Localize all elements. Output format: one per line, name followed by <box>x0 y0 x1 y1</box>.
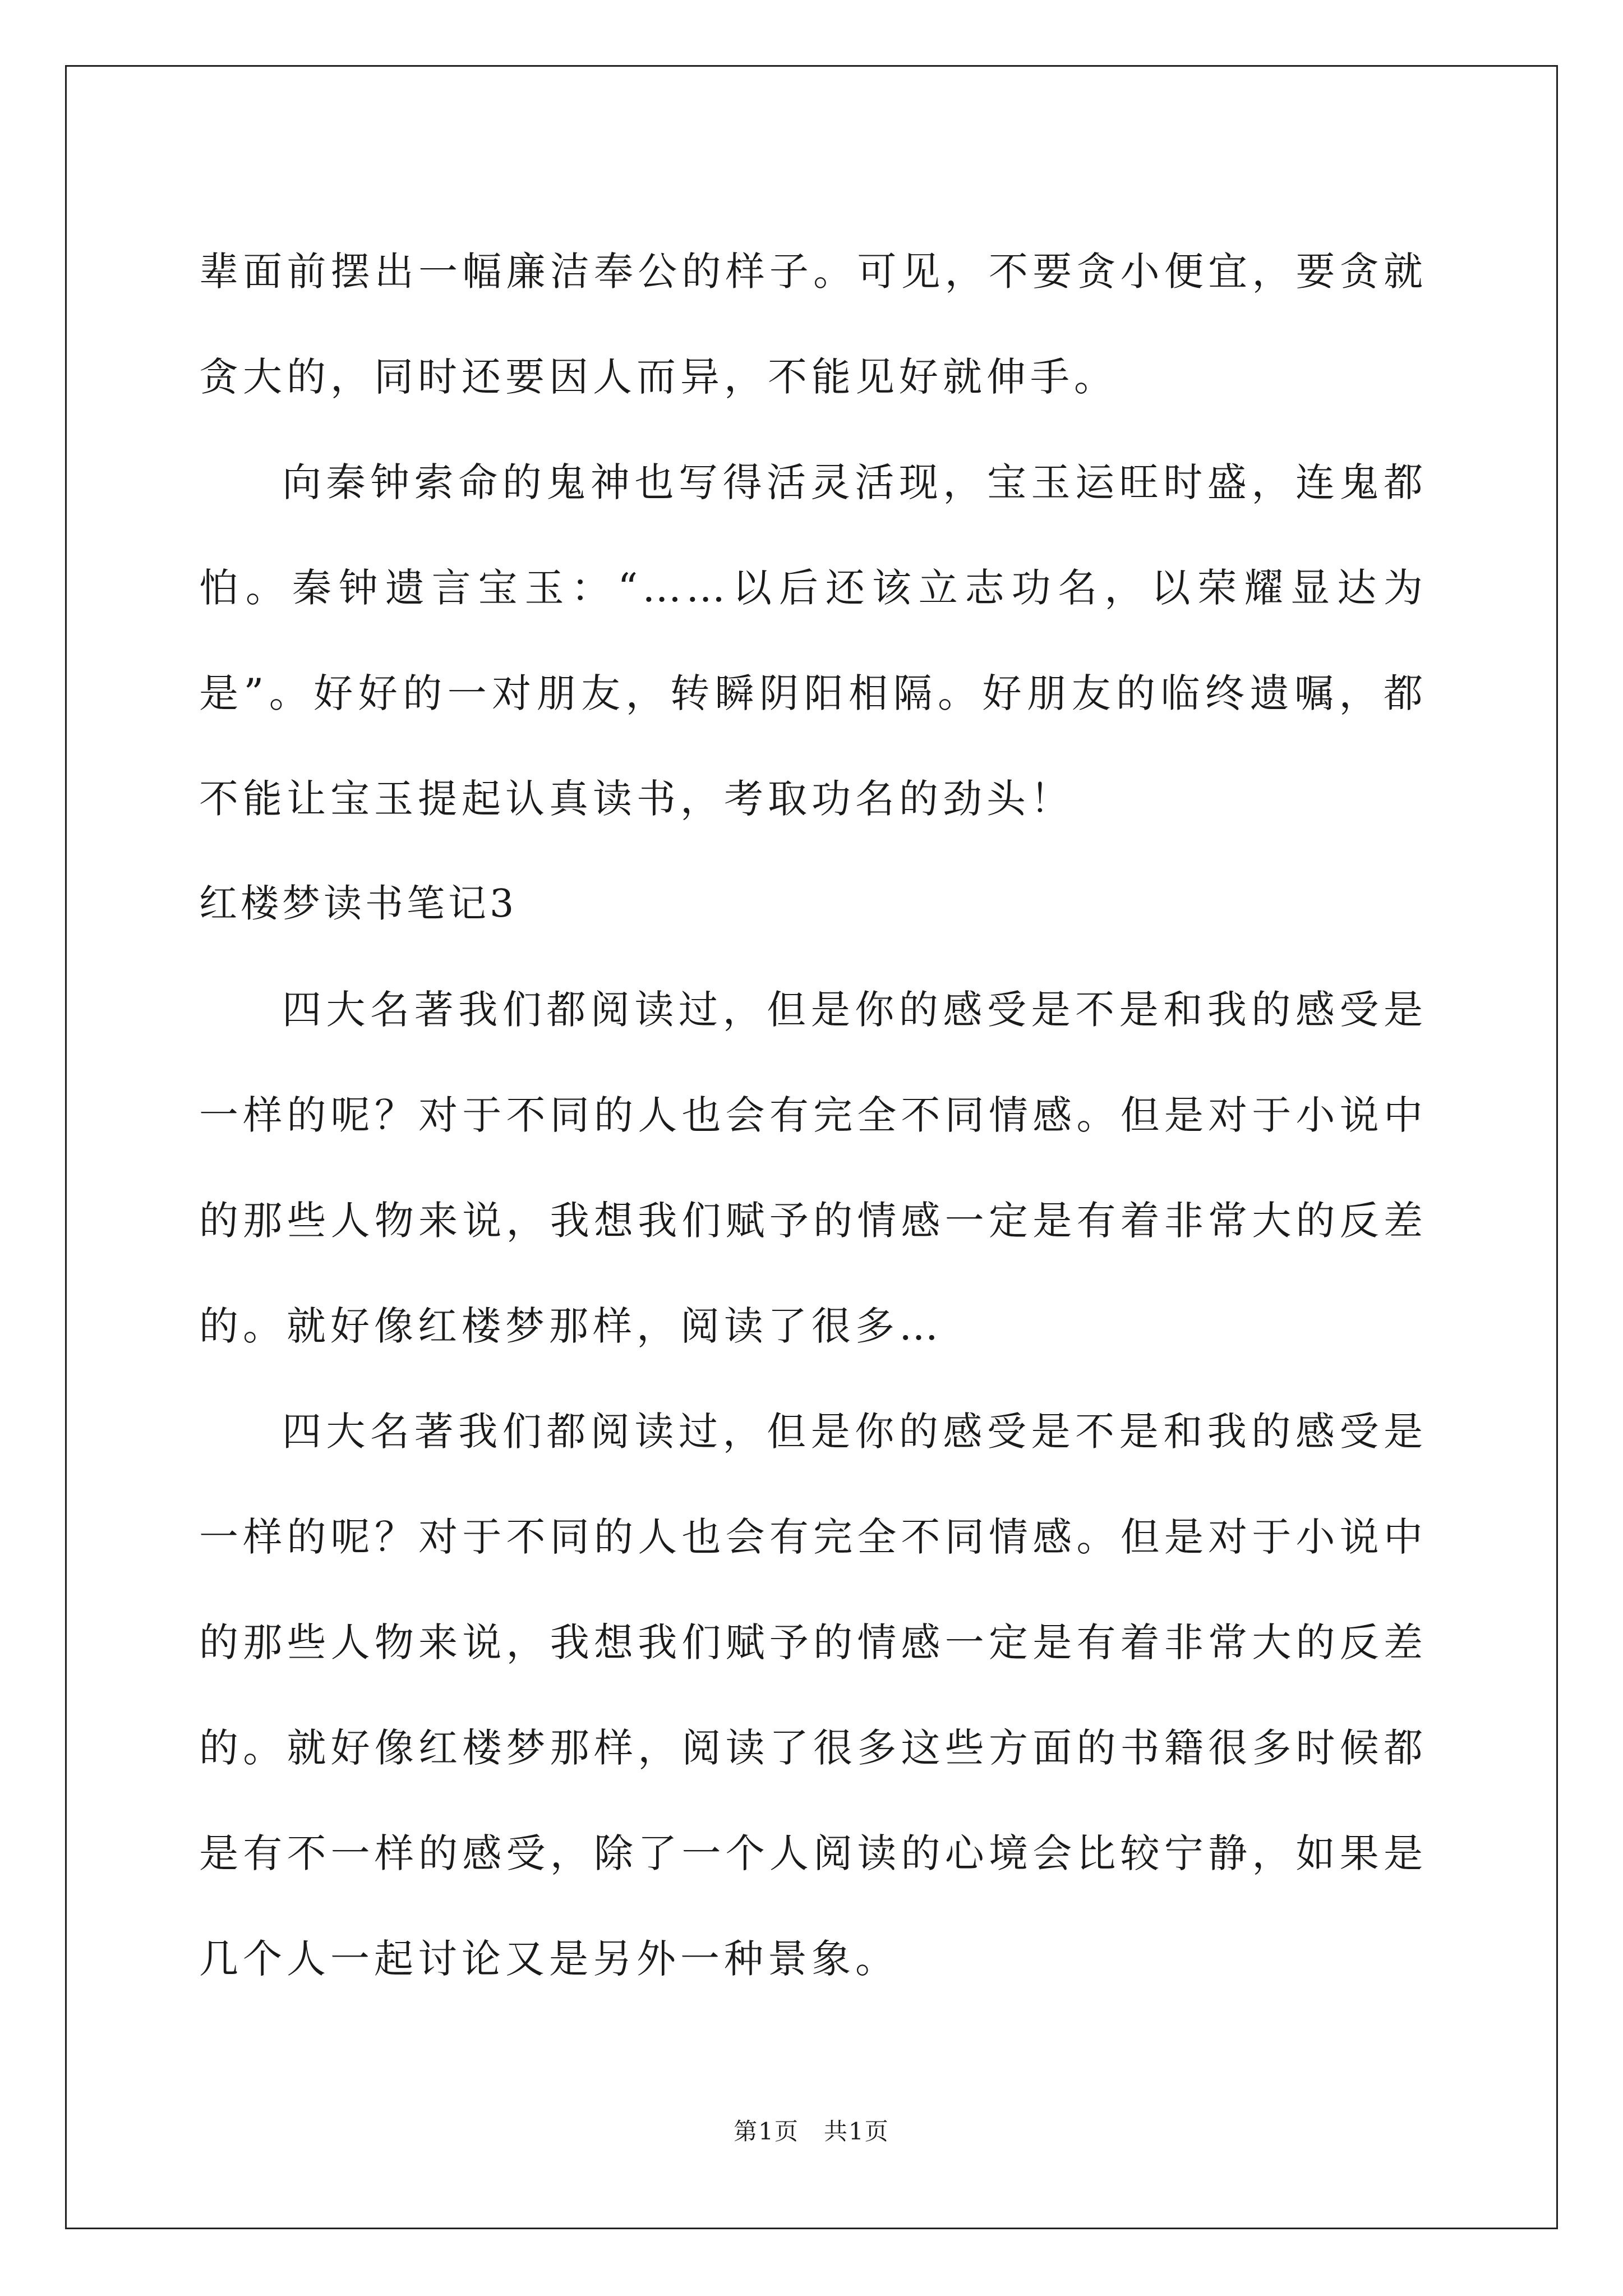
paragraph-continuation: 辈面前摆出一幅廉洁奉公的样子。可见，不要贪小便宜，要贪就贪大的，同时还要因人而异，不能见好就伸手。 <box>199 249 1427 400</box>
paragraph-summary: 四大名著我们都阅读过，但是你的感受是不是和我的感受是一样的呢？对于不同的人也会有完全不同情感。但是对于小说中的那些人物来说，我想我们赋予的情感一定是有着非常大的反差的。就好像红楼梦那样，阅读了很多… <box>199 987 1427 1349</box>
document-body <box>199 219 1427 2012</box>
page-footer: 第1页 共1页 <box>734 2118 889 2145</box>
paragraph-full: 四大名著我们都阅读过，但是你的感受是不是和我的感受是一样的呢？对于不同的人也会有完全不同情感。但是对于小说中的那些人物来说，我想我们赋予的情感一定是有着非常大的反差的。就好像红楼梦那样，阅读了很多这些方面的书籍很多时候都是有不一样的感受，除了一个人阅读的心境会比较宁静，如果是几个人一起讨论又是另外一种景象。 <box>199 1409 1427 1982</box>
paragraph-qin-zhong: 向秦钟索命的鬼神也写得活灵活现，宝玉运旺时盛，连鬼都怕。秦钟遗言宝玉：“……以后还该立志功名，以荣耀显达为是”。好好的一对朋友，转瞬阴阳相隔。好朋友的临终遗嘱，都不能让宝玉提起认真读书，考取功名的劲头！ <box>199 459 1427 822</box>
section-heading: 红楼梦读书笔记3 <box>199 882 518 926</box>
